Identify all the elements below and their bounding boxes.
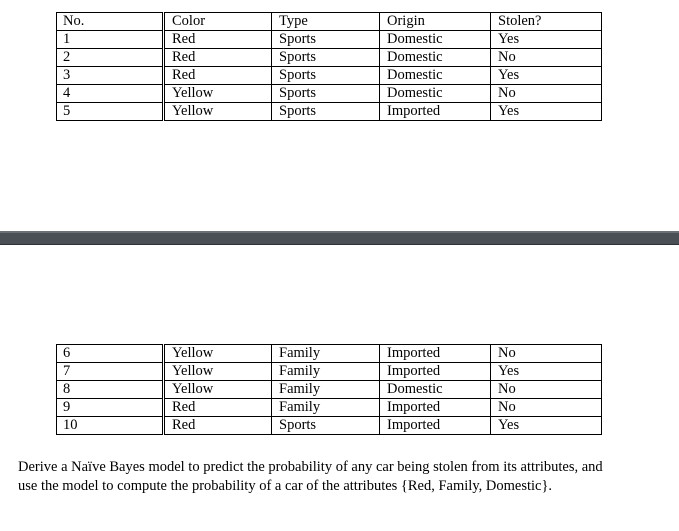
- cell-type: Sports: [272, 85, 380, 103]
- table-header-row: [57, 13, 602, 31]
- table-row: [57, 67, 602, 85]
- cell-stolen: No: [491, 345, 602, 363]
- table-row: [57, 363, 602, 381]
- cell-origin: Imported: [380, 399, 491, 417]
- car-theft-table-bottom: [56, 344, 602, 435]
- cell-origin: Domestic: [380, 381, 491, 399]
- cell-no: 3: [57, 67, 164, 85]
- cell-type: Sports: [272, 67, 380, 85]
- table-row: [57, 85, 602, 103]
- table-row: [57, 399, 602, 417]
- cell-origin: Domestic: [380, 49, 491, 67]
- cell-stolen: Yes: [491, 363, 602, 381]
- cell-stolen: Yes: [491, 31, 602, 49]
- cell-color: Yellow: [164, 345, 272, 363]
- cell-type: Family: [272, 345, 380, 363]
- cell-type: Family: [272, 399, 380, 417]
- cell-origin: Domestic: [380, 85, 491, 103]
- cell-color: Red: [164, 31, 272, 49]
- header-cell-type: Type: [272, 13, 380, 31]
- cell-no: 4: [57, 85, 164, 103]
- cell-color: Red: [164, 417, 272, 435]
- cell-no: 2: [57, 49, 164, 67]
- cell-stolen: No: [491, 381, 602, 399]
- cell-no: 7: [57, 363, 164, 381]
- header-cell-no: No.: [57, 13, 164, 31]
- cell-type: Sports: [272, 103, 380, 121]
- table-row: [57, 345, 602, 363]
- cell-stolen: Yes: [491, 67, 602, 85]
- header-cell-origin: Origin: [380, 13, 491, 31]
- table-row: [57, 417, 602, 435]
- car-theft-table-top: [56, 12, 602, 121]
- cell-color: Yellow: [164, 103, 272, 121]
- cell-origin: Imported: [380, 363, 491, 381]
- question-text: Derive a Naïve Bayes model to predict the probability of any car being stolen from its attributes, and use the model to compute the probability of a car of the attributes {Red, Family, Domestic}.: [18, 459, 603, 494]
- cell-origin: Domestic: [380, 67, 491, 85]
- cell-color: Yellow: [164, 85, 272, 103]
- page-separator: [0, 231, 679, 245]
- cell-no: 9: [57, 399, 164, 417]
- cell-color: Yellow: [164, 381, 272, 399]
- cell-origin: Imported: [380, 103, 491, 121]
- cell-origin: Imported: [380, 345, 491, 363]
- table-row: [57, 49, 602, 67]
- header-cell-color: Color: [164, 13, 272, 31]
- cell-no: 10: [57, 417, 164, 435]
- cell-origin: Domestic: [380, 31, 491, 49]
- cell-color: Red: [164, 399, 272, 417]
- table-row: [57, 381, 602, 399]
- cell-origin: Imported: [380, 417, 491, 435]
- cell-no: 8: [57, 381, 164, 399]
- cell-type: Sports: [272, 31, 380, 49]
- cell-type: Sports: [272, 417, 380, 435]
- cell-type: Family: [272, 363, 380, 381]
- cell-no: 1: [57, 31, 164, 49]
- cell-stolen: No: [491, 49, 602, 67]
- cell-stolen: No: [491, 399, 602, 417]
- cell-type: Sports: [272, 49, 380, 67]
- cell-stolen: No: [491, 85, 602, 103]
- cell-no: 6: [57, 345, 164, 363]
- header-cell-stolen: Stolen?: [491, 13, 602, 31]
- cell-no: 5: [57, 103, 164, 121]
- cell-stolen: Yes: [491, 417, 602, 435]
- cell-stolen: Yes: [491, 103, 602, 121]
- cell-color: Red: [164, 49, 272, 67]
- table-row: [57, 103, 602, 121]
- cell-color: Yellow: [164, 363, 272, 381]
- cell-type: Family: [272, 381, 380, 399]
- cell-color: Red: [164, 67, 272, 85]
- table-row: [57, 31, 602, 49]
